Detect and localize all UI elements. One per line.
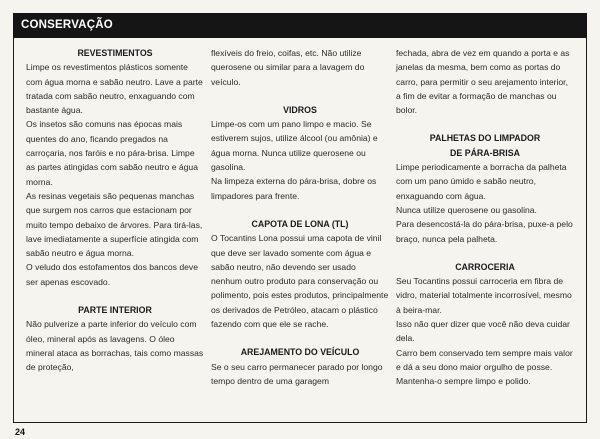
text-column-3 [396, 46, 574, 389]
body-paragraph: Seu Tocantins possui carroceria em fibra de vidro, material totalmente incorrosível, mesmo à beira-mar. [396, 276, 572, 315]
body-paragraph: Não pulverize a parte inferior do veículo com óleo, mineral após as lavagens. O óleo mineral ataca as borrachas, tais como massas de proteção, [26, 319, 204, 373]
body-paragraph: Na limpeza externa do pára-brisa, dobre os limpadores para frente. [211, 176, 377, 201]
section-header-bar [13, 13, 587, 38]
body-paragraph: fechada, abra de vez em quando a porta e as janelas da mesma, bem como as portas do carro, para permitir o seu arejamento interior, a fim de evitar a formação de manchas ou bolor. [396, 48, 570, 116]
section-title: CONSERVAÇÃO [21, 19, 113, 31]
section-heading: CARROCERIA [455, 261, 515, 272]
body-paragraph: O Tocantins Lona possui uma capota de vinil que deve ser lavado somente com água e sabão neutro, não devendo ser usado nenhum outro produto para conservação ou polimento, pois estes produtos, principalmente os derivados de Petróleo, atacam o plástico fazendo com que ele se rache. [211, 233, 389, 330]
section-heading: VIDROS [283, 104, 317, 115]
spacer [211, 203, 389, 217]
page-number: 24 [15, 427, 26, 437]
spacer [396, 117, 574, 131]
text-column-1 [26, 46, 204, 375]
section-heading: CAPOTA DE LONA (TL) [251, 218, 349, 229]
spacer [396, 246, 574, 260]
section-heading: PARTE INTERIOR [78, 305, 152, 316]
section-heading: PALHETAS DO LIMPADOR [429, 133, 541, 144]
body-paragraph: Para desencostá-la do pára-brisa, puxe-a pelo braço, nunca pela palheta. [396, 219, 573, 244]
spacer [211, 89, 389, 103]
spacer [211, 331, 389, 345]
text-column-2 [211, 46, 389, 388]
body-paragraph: Carro bem conservado tem sempre mais valor e dá a seu dono maior orgulho de posse. [396, 347, 573, 372]
body-paragraph: Limpe periodicamente a borracha da palheta com um pano úmido e sabão neutro, enxaguando com água. [396, 162, 567, 201]
body-paragraph: Nunca utilize querosene ou gasolina. [396, 204, 537, 215]
section-heading: AREJAMENTO DO VEÍCULO [240, 347, 360, 358]
body-paragraph: Os insetos são comuns nas épocas mais quentes do ano, ficando pregados na carroçaria, nos faróis e no pára-brisa. Limpe as partes atingidas com sabão neutro e água morna. [26, 119, 198, 187]
section-heading: DE PÁRA-BRISA [450, 147, 520, 158]
spacer [26, 289, 204, 303]
body-paragraph: Se o seu carro permanecer parado por longo tempo dentro de uma garagem [211, 361, 383, 386]
body-paragraph: As resinas vegetais são pequenas manchas que surgem nos carros que estacionam por muito tempo debaixo de árvores. Para tirá-las, lave imediatamente a superfície atingida com sabão neutro e água morna. [26, 190, 203, 259]
body-paragraph: Mantenha-o sempre limpo e polido. [396, 376, 531, 387]
body-paragraph: flexíveis do freio, coifas, etc. Não utilize querosene ou similar para a lavagem do veículo. [211, 48, 365, 87]
body-paragraph: Limpe os revestimentos plásticos somente com água morna e sabão neutro. Lave a parte tratada com sabão neutro, enxaguando com bastante água. [26, 62, 203, 116]
body-paragraph: O veludo dos estofamentos dos bancos deve ser apenas escovado. [26, 262, 198, 287]
body-paragraph: Isso não quer dizer que você não deva cuidar dela. [396, 319, 570, 344]
body-paragraph: Limpe-os com um pano limpo e macio. Se estiverem sujos, utilize álcool (ou amônia) e água morna. Nunca utilize querosene ou gasolina. [211, 119, 378, 173]
section-heading: REVESTIMENTOS [77, 48, 153, 58]
